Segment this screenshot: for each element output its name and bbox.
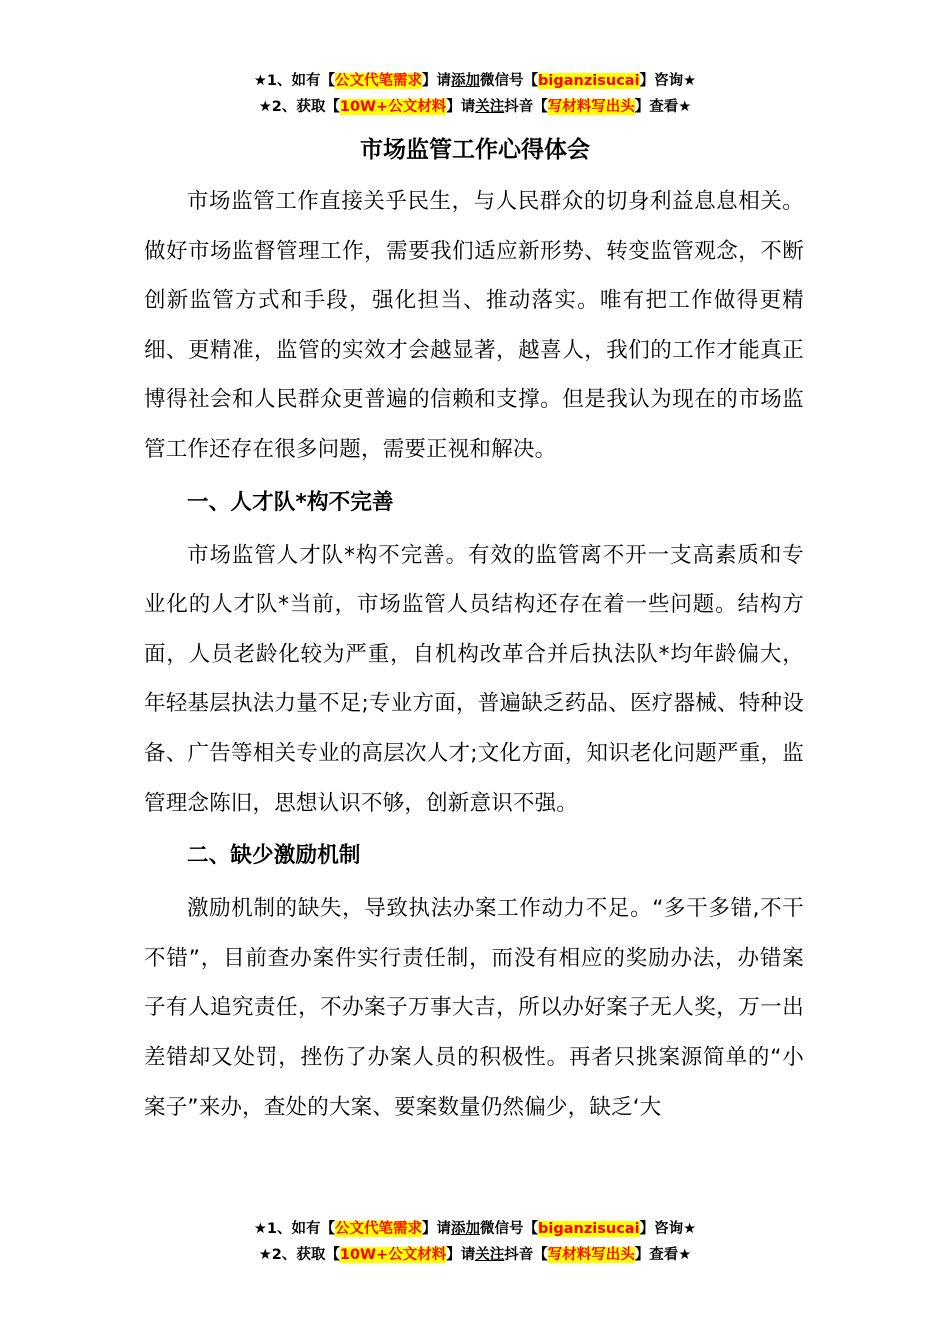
- promo-highlight-douyin: 写材料写出头: [547, 1247, 635, 1263]
- promo-highlight-douyin: 写材料写出头: [547, 99, 635, 115]
- promo-highlight-materials: 10W+公文材料: [339, 99, 447, 115]
- promo-text: 微信号【: [480, 73, 539, 89]
- promo-highlight-wechat-id: biganzisucai: [538, 1221, 640, 1237]
- promo-text: ★2、获取【: [258, 1247, 340, 1263]
- document-title: 市场监管工作心得体会: [360, 137, 590, 163]
- promo-text: 抖音【: [504, 99, 548, 115]
- promo-text: ★1、如有【: [253, 73, 336, 89]
- promo-text: 微信号【: [480, 1221, 539, 1237]
- promo-text: 】请: [422, 1221, 452, 1237]
- promo-line-1: [0, 1216, 950, 1242]
- promo-text: 】请: [422, 73, 452, 89]
- promo-text: 】咨询★: [639, 1221, 697, 1237]
- promo-highlight-service: 公文代笔需求: [335, 1221, 423, 1237]
- promo-emphasis: 添加: [451, 73, 481, 89]
- promo-text: 】请: [446, 1247, 476, 1263]
- promo-text: 】查看★: [634, 99, 692, 115]
- promo-emphasis: 关注: [475, 1247, 505, 1263]
- promo-line-2: [0, 94, 950, 120]
- intro-paragraph: 市场监管工作直接关乎民生，与人民群众的切身利益息息相关。做好市场监督管理工作，需要我们适应新形势、转变监管观念，不断创新监管方式和手段，强化担当、推动落实。唯有把工作做得更精细、更精准，监管的实效才会越显著，越喜人，我们的工作才能真正博得社会和人民群众更普遍的信赖和支撑。但是我认为现在的市场监管工作还存在很多问题，需要正视和解决。: [144, 189, 804, 462]
- document-body: [144, 177, 804, 1132]
- promo-emphasis: 关注: [475, 99, 505, 115]
- promo-footer: [0, 1216, 950, 1268]
- promo-emphasis: 添加: [451, 1221, 481, 1237]
- section-heading-1: 一、人才队*构不完善: [187, 489, 394, 515]
- promo-text: 】请: [446, 99, 476, 115]
- promo-text: 】咨询★: [639, 73, 697, 89]
- promo-header: [0, 68, 950, 120]
- promo-line-2: [0, 1242, 950, 1268]
- section-paragraph-2: 激励机制的缺失，导致执法办案工作动力不足。“多干多错,不干不错”，目前查办案件实行责任制，而没有相应的奖励办法，办错案子有人追究责任，不办案子万事大吉，所以办好案子无人奖，万一出差错却又处罚，挫伤了办案人员的积极性。再者只挑案源简单的“小案子”来办，查处的大案、要案数量仍然偏少，缺乏‘大: [144, 896, 804, 1120]
- section-heading-2: 二、缺少激励机制: [187, 843, 361, 869]
- promo-text: ★1、如有【: [253, 1221, 336, 1237]
- promo-highlight-wechat-id: biganzisucai: [538, 73, 640, 89]
- promo-text: 】查看★: [634, 1247, 692, 1263]
- promo-text: ★2、获取【: [258, 99, 340, 115]
- promo-highlight-materials: 10W+公文材料: [339, 1247, 447, 1263]
- promo-text: 抖音【: [504, 1247, 548, 1263]
- section-paragraph-1: 市场监管人才队*构不完善。有效的监管离不开一支高素质和专业化的人才队*当前，市场监管人员结构还存在着一些问题。结构方面，人员老龄化较为严重，自机构改革合并后执法队*均年龄偏大，年轻基层执法力量不足;专业方面，普遍缺乏药品、医疗器械、特种设备、广告等相关专业的高层次人才;文化方面，知识老化问题严重，监管理念陈旧，思想认识不够，创新意识不强。: [144, 542, 804, 816]
- promo-line-1: [0, 68, 950, 94]
- promo-highlight-service: 公文代笔需求: [335, 73, 423, 89]
